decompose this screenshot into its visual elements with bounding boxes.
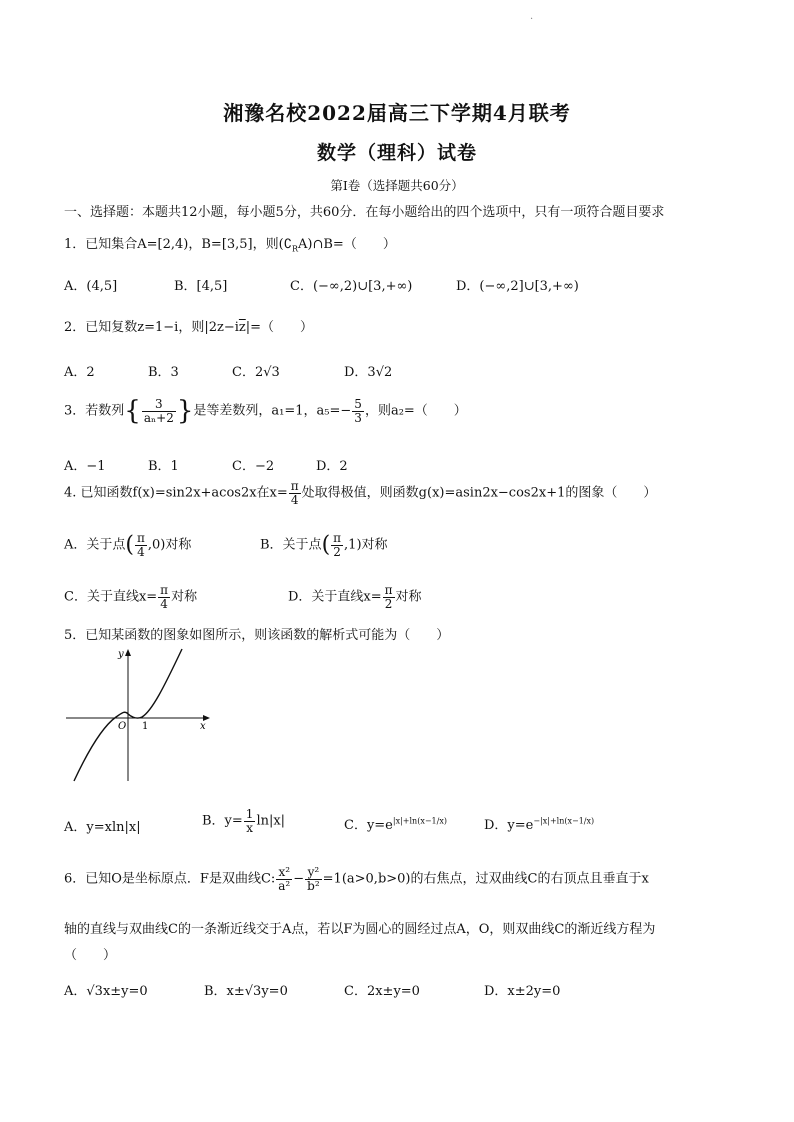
q6-option-c[interactable]: C．2x±y=0 [344, 984, 420, 999]
q1-option-d[interactable]: D．(−∞,2]∪[3,+∞) [456, 279, 579, 294]
q5-b-frac [244, 808, 256, 834]
q4-option-c[interactable] [64, 584, 197, 610]
q3-option-a[interactable]: A．−1 [64, 459, 106, 474]
question-6-line-1 [64, 866, 649, 892]
corner-mark: · [530, 14, 534, 25]
q6-frac-2 [305, 866, 322, 892]
q5-b-num: 1 [245, 807, 254, 821]
q6-option-b[interactable]: B．x±√3y=0 [204, 984, 288, 999]
q4-frac-num: π [290, 479, 299, 493]
q3-option-b[interactable]: B．1 [148, 459, 179, 474]
question-2-stem [64, 316, 313, 335]
tick-label-one: 1 [142, 721, 149, 732]
q6-frac-1 [276, 866, 292, 892]
q5-option-b[interactable] [202, 808, 285, 834]
q3-frac-num: 3 [142, 398, 176, 412]
q6-f1-num: x² [276, 866, 292, 880]
q4-fraction [289, 480, 301, 506]
q4-a-post: ,0)对称 [147, 537, 192, 553]
q6-f2-num: y² [305, 866, 322, 880]
q2-option-c[interactable]: C．2√3 [232, 365, 280, 380]
q6-option-a[interactable]: A．√3x±y=0 [64, 984, 148, 999]
origin-label: O [118, 721, 127, 732]
q4-b-num: π [333, 531, 342, 545]
section-heading: 第Ⅰ卷（选择题共60分） [330, 178, 464, 193]
q4-stem-pre: 4. 已知函数f(x)=sin2x+acos2x在x= [64, 485, 288, 501]
q4-d-frac [383, 584, 395, 610]
q4-c-pre: C．关于直线x= [64, 589, 158, 605]
q1-option-c[interactable]: C．(−∞,2)∪[3,+∞) [290, 279, 413, 294]
q6-option-d[interactable]: D．x±2y=0 [484, 984, 561, 999]
q6-post: =1(a>0,b>0)的右焦点，过双曲线C的右顶点且垂直于x [322, 871, 649, 887]
q6-pre: 6．已知O是坐标原点．F是双曲线C: [64, 871, 276, 887]
q3-stem-pre: 3．若数列 [64, 403, 125, 419]
q2-stem-tail: |=（ ） [245, 320, 314, 335]
q2-stem-text: 2．已知复数z=1−i，则|2z−i [64, 320, 239, 335]
q4-c-frac [158, 584, 170, 610]
q6-f2-den: b² [307, 878, 320, 893]
q4-d-post: 对称 [395, 589, 422, 605]
q2-option-a[interactable]: A．2 [64, 365, 95, 380]
q3-fraction [142, 398, 176, 424]
q4-b-frac [331, 532, 343, 558]
q3-option-d[interactable]: D．2 [316, 459, 348, 474]
q4-a-frac [135, 532, 147, 558]
question-6-line-3: （ ） [64, 948, 117, 963]
q3-stem-tail: ，则a₂=（ ） [364, 403, 467, 419]
q3-frac2-num: 5 [354, 396, 362, 411]
q4-c-num: π [160, 583, 169, 597]
q4-stem-post: 处取得极值，则函数g(x)=asin2x−cos2x+1的图象（ ） [301, 485, 657, 501]
q5-d-pre: D．y=e [484, 818, 534, 833]
q2-option-d[interactable]: D．3√2 [344, 365, 393, 380]
q4-b-pre: B．关于点 [260, 537, 322, 553]
question-1-stem [64, 233, 396, 254]
q1-option-a[interactable]: A．(4,5] [64, 279, 118, 294]
q3-fraction-2 [352, 398, 364, 424]
x-axis-label: x [200, 721, 206, 732]
question-6-line-2: 轴的直线与双曲线C的一条渐近线交于A点，若以F为圆心的圆经过点A，O，则双曲线C的渐近线方程为 [64, 922, 656, 937]
q4-frac-den: 4 [290, 492, 299, 507]
q4-c-den: 4 [160, 596, 168, 611]
q3-stem-post: 是等差数列，a₁=1，a₅=− [193, 403, 352, 419]
q5-option-d[interactable] [484, 814, 594, 833]
question-3-stem: 3．若数列{ $\frac{3}{\text{aₙ+2}}$ }是等差数列，a₁=1，a₅=− $\frac{5}{3}$ ，则a₂=（ ） [64, 396, 467, 426]
q4-d-pre: D．关于直线x= [288, 589, 382, 605]
q5-option-c[interactable] [344, 814, 447, 833]
y-axis-arrow [125, 649, 131, 656]
y-axis-label: y [118, 649, 124, 660]
question-5-stem: 5．已知某函数的图象如图所示，则该函数的解析式可能为（ ） [64, 628, 450, 643]
q5-b-post: ln|x| [256, 813, 286, 829]
q5-c-exponent: |x|+ln(x−1/x) [392, 816, 447, 826]
q4-a-pre: A．关于点 [64, 537, 126, 553]
q4-a-num: π [136, 531, 145, 545]
q3-option-c[interactable]: C．−2 [232, 459, 275, 474]
q4-option-a[interactable]: A．关于点( $\frac{\pi}{4}$ ,0)对称 [64, 531, 192, 559]
exam-title: 湘豫名校2022届高三下学期4月联考 [223, 101, 571, 125]
q4-a-den: 4 [137, 544, 145, 559]
q4-option-b[interactable]: B．关于点( $\frac{\pi}{2}$ ,1)对称 [260, 531, 388, 559]
q4-b-den: 2 [333, 544, 341, 559]
instructions: 一、选择题：本题共12小题，每小题5分，共60分．在每小题给出的四个选项中，只有一项符合题目要求 [64, 205, 665, 220]
function-graph [64, 647, 214, 787]
q1-stem-tail: A)∩B=（ ） [298, 237, 396, 252]
q4-c-post: 对称 [171, 589, 198, 605]
q6-f1-den: a² [278, 878, 291, 893]
q1-stem-text: 1．已知集合A=[2,4)，B=[3,5]，则(∁ [64, 237, 292, 252]
q5-b-pre: B．y= [202, 813, 243, 829]
q3-frac2-den: 3 [354, 410, 362, 425]
exam-subtitle: 数学（理科）试卷 [316, 142, 477, 164]
q5-b-den: x [246, 820, 253, 835]
q2-option-b[interactable]: B．3 [148, 365, 179, 380]
q6-minus: − [293, 871, 305, 887]
q5-option-a[interactable]: A．y=xln|x| [64, 820, 141, 835]
q1-option-b[interactable]: B．[4,5] [174, 279, 228, 294]
q3-frac-den: aₙ+2 [143, 410, 174, 425]
question-4-stem [64, 480, 656, 506]
q4-d-den: 2 [384, 596, 393, 611]
q4-b-post: ,1)对称 [344, 537, 388, 553]
q4-d-num: π [384, 583, 393, 597]
q5-c-pre: C．y=e [344, 818, 393, 833]
q5-d-exponent: −|x|+ln(x−1/x) [533, 816, 595, 826]
q1-subscript: R [291, 244, 299, 254]
q4-option-d[interactable] [288, 584, 422, 610]
q2-conjugate: $\overline{z}$ [238, 320, 246, 335]
